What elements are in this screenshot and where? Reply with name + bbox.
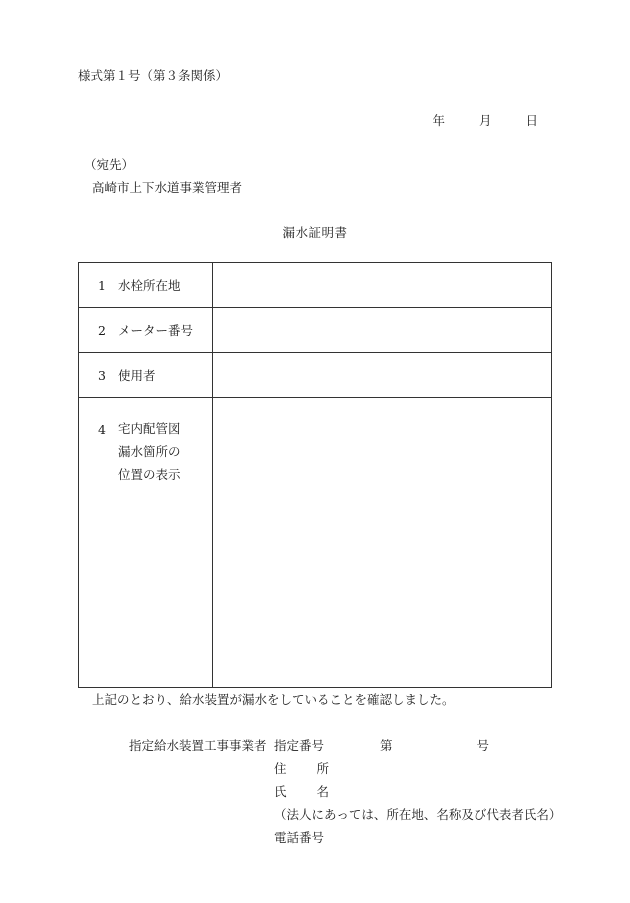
number-prefix: 第 [379,738,393,753]
date-month-label: 月 [479,113,492,128]
phone-label: 電話番号 [274,830,325,845]
date-year-label: 年 [432,113,446,128]
name-label-2: 名 [316,784,329,799]
row-label-line-3: 位置の表示 [118,467,181,482]
row-label-cell [79,353,213,398]
table-row-user [79,353,552,398]
certificate-table [78,262,552,688]
table-row-meter [79,308,552,353]
business-label: 指定給水装置工事事業者 [129,738,267,753]
address-label-2: 所 [316,761,329,776]
meter-number-field[interactable] [213,308,552,353]
number-suffix: 号 [476,738,489,753]
address-label-1: 住 [274,761,287,776]
row-number: 1 [98,278,106,293]
row-label: メーター番号 [118,323,194,338]
row-label-line-2: 漏水箇所の [118,444,181,459]
document-title: 漏水証明書 [282,225,348,240]
name-line [274,782,329,800]
address-line [274,759,329,777]
designated-number-label: 指定番号 [274,738,325,753]
confirmation-statement: 上記のとおり、給水装置が漏水をしていることを確認しました。 [92,692,455,707]
row-label: 使用者 [118,368,156,383]
corporate-note: （法人にあっては、所在地、名称及び代表者氏名） [274,807,562,822]
row-label-cell [79,308,213,353]
name-label-1: 氏 [274,784,287,799]
table-row-location [79,263,552,308]
faucet-location-field[interactable] [213,263,552,308]
piping-diagram-area[interactable] [213,398,552,688]
row-label-cell [79,398,213,688]
row-number: 3 [98,368,106,383]
date-day-label: 日 [525,113,538,128]
row-label-cell [79,263,213,308]
row-label-line-1: 宅内配管図 [118,421,181,436]
table-row-piping-diagram [79,398,552,688]
addressee-name: 高崎市上下水道事業管理者 [92,180,243,195]
row-number: 2 [98,323,106,338]
row-number: 4 [98,422,106,437]
user-field[interactable] [213,353,552,398]
row-label: 水栓所在地 [118,278,181,293]
form-number: 様式第１号（第３条関係） [78,68,229,83]
date-line [433,111,538,129]
designated-number-line [274,736,489,754]
addressee-label: （宛先） [84,157,135,172]
